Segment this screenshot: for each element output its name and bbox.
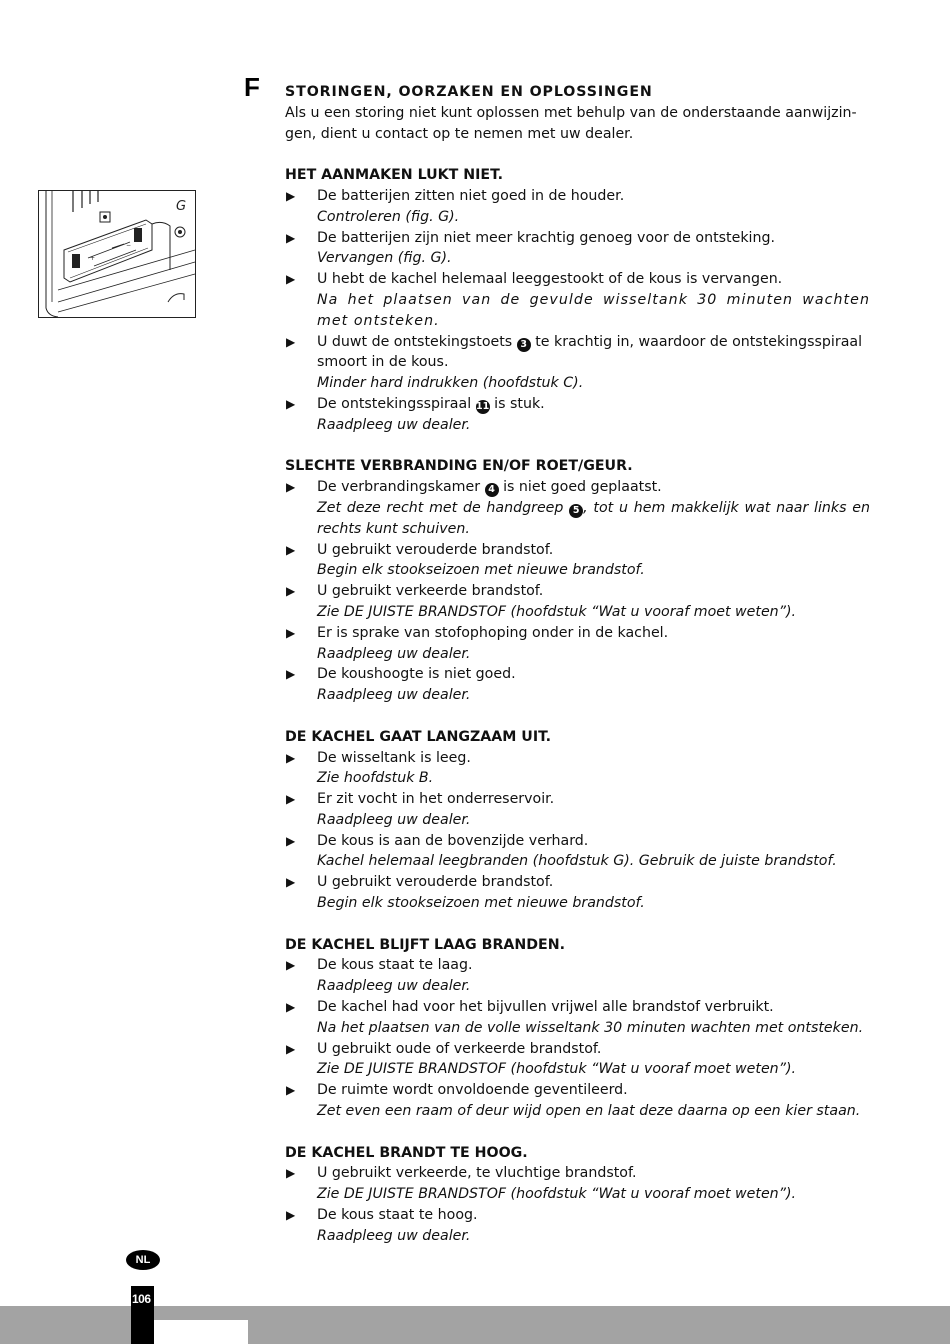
triangle-right-icon: ▶ [286, 875, 296, 890]
solution-text: Raadpleeg uw dealer. [317, 645, 471, 662]
triangle-right-icon: ▶ [286, 396, 296, 411]
cause-item [285, 664, 870, 706]
problem-title: DE KACHEL BLIJFT LAAG BRANDEN. [285, 936, 565, 953]
triangle-right-icon: ▶ [286, 667, 296, 682]
cause-text: De wisseltank is leeg. [317, 749, 471, 766]
intro-text: Als u een storing niet kunt oplossen met behulp van de onderstaande aanwijzin-gen, dient u contact op te nemen met uw dealer. [285, 104, 857, 142]
cause-item [285, 186, 870, 228]
cause-text: U gebruikt verkeerde brandstof. [317, 583, 544, 600]
triangle-right-icon: ▶ [286, 1208, 296, 1223]
cause-item [285, 477, 870, 539]
cause-item [285, 623, 870, 665]
solution-text-part: Zet deze recht met de handgreep [317, 499, 564, 516]
problem-title: DE KACHEL GAAT LANGZAAM UIT. [285, 728, 552, 745]
solution-text: Raadpleeg uw dealer. [317, 416, 471, 433]
solution-text: Kachel helemaal leegbranden (hoofdstuk G). Gebruik de juiste brandstof. [317, 853, 837, 870]
cause-text [317, 334, 862, 371]
solution-text: Na het plaatsen van de volle wisseltank 30 minuten wachten met ontsteken. [317, 1019, 864, 1036]
cause-item [285, 1163, 870, 1205]
solution-text: Vervangen (fig. G). [317, 250, 452, 267]
cause-text: De kous staat te laag. [317, 957, 473, 974]
solution-text: Raadpleeg uw dealer. [317, 687, 471, 704]
cause-text: De ruimte wordt onvoldoende geventileerd. [317, 1082, 628, 1099]
svg-text:+: + [90, 255, 96, 262]
cause-text-part: De ontstekingsspiraal [317, 395, 472, 412]
cause-list [285, 748, 870, 914]
cause-item [285, 789, 870, 831]
problem-title: DE KACHEL BRANDT TE HOOG. [285, 1144, 528, 1161]
cause-text-part: te krachtig in, waardoor de ontstekingsspiraal smoort in de kous. [317, 333, 863, 371]
cause-item [285, 1080, 870, 1122]
problem-group [285, 935, 870, 1122]
cause-text: De koushoogte is niet goed. [317, 666, 516, 683]
triangle-right-icon: ▶ [286, 542, 296, 557]
cause-text: U gebruikt verouderde brandstof. [317, 541, 554, 558]
triangle-right-icon: ▶ [286, 792, 296, 807]
triangle-right-icon: ▶ [286, 1041, 296, 1056]
solution-text: Zie DE JUISTE BRANDSTOF (hoofdstuk “Wat u vooraf moet weten”). [317, 603, 797, 620]
cause-text: De batterijen zitten niet goed in de houder. [317, 187, 625, 204]
troubleshooting-groups [285, 165, 870, 1246]
page-number: 106 [132, 1292, 151, 1306]
language-badge: NL [126, 1250, 160, 1270]
cause-text: De batterijen zijn niet meer krachtig genoeg voor de ontsteking. [317, 229, 775, 246]
triangle-right-icon: ▶ [286, 1166, 296, 1181]
solution-text: Begin elk stookseizoen met nieuwe brandstof. [317, 895, 645, 912]
solution-text [317, 498, 870, 540]
problem-group [285, 1143, 870, 1247]
triangle-right-icon: ▶ [286, 750, 296, 765]
cause-item [285, 872, 870, 914]
cause-list [285, 477, 870, 706]
troubleshooting-content [285, 82, 870, 1247]
cause-item [285, 581, 870, 623]
solution-text: Raadpleeg uw dealer. [317, 811, 471, 828]
cause-item [285, 228, 870, 270]
solution-text: Controleren (fig. G). [317, 208, 460, 225]
triangle-right-icon: ▶ [286, 1083, 296, 1098]
cause-text [317, 396, 545, 412]
cause-text: De kous is aan de bovenzijde verhard. [317, 832, 589, 849]
cause-text-part: U duwt de ontstekingstoets [317, 333, 513, 350]
triangle-right-icon: ▶ [286, 334, 296, 349]
part-number-icon: 3 [517, 338, 531, 352]
cause-text: De kachel had voor het bijvullen vrijwel alle brandstof verbruikt. [317, 999, 774, 1016]
triangle-right-icon: ▶ [286, 625, 296, 640]
part-number-icon: 5 [569, 504, 583, 518]
battery-compartment-figure [38, 190, 196, 318]
solution-text: Raadpleeg uw dealer. [317, 978, 471, 995]
cause-item [285, 1039, 870, 1081]
cause-list [285, 955, 870, 1121]
cause-item [285, 269, 870, 331]
problem-title: SLECHTE VERBRANDING EN/OF ROET/GEUR. [285, 458, 633, 475]
problem-group [285, 165, 870, 435]
cause-item [285, 997, 870, 1039]
triangle-right-icon: ▶ [286, 480, 296, 495]
solution-text: Begin elk stookseizoen met nieuwe brandstof. [317, 562, 645, 579]
cause-text: De kous staat te hoog. [317, 1207, 478, 1224]
triangle-right-icon: ▶ [286, 584, 296, 599]
cause-item [285, 332, 870, 394]
problem-group [285, 456, 870, 706]
part-number-icon: 4 [485, 483, 499, 497]
cause-text: U gebruikt verkeerde, te vluchtige brandstof. [317, 1165, 637, 1182]
cause-text: Er zit vocht in het onderreservoir. [317, 791, 555, 808]
svg-text:−: − [126, 242, 132, 249]
triangle-right-icon: ▶ [286, 230, 296, 245]
triangle-right-icon: ▶ [286, 958, 296, 973]
solution-text: Na het plaatsen van de gevulde wisseltank 30 minuten wachten met ontsteken. [317, 291, 870, 329]
cause-text: U hebt de kachel helemaal leeggestookt of de kous is vervangen. [317, 271, 783, 288]
solution-text: Minder hard indrukken (hoofdstuk C). [317, 375, 584, 392]
solution-text: Zie DE JUISTE BRANDSTOF (hoofdstuk “Wat u vooraf moet weten”). [317, 1186, 797, 1203]
figure-label: G [176, 199, 187, 214]
footer-label-box [154, 1320, 248, 1344]
section-title: STORINGEN, OORZAKEN EN OPLOSSINGEN [285, 84, 653, 100]
solution-text: Zie DE JUISTE BRANDSTOF (hoofdstuk “Wat u vooraf moet weten”). [317, 1061, 797, 1078]
cause-item [285, 394, 870, 436]
solution-text: Raadpleeg uw dealer. [317, 1227, 471, 1244]
part-number-icon: 11 [476, 400, 490, 412]
triangle-right-icon: ▶ [286, 833, 296, 848]
cause-item [285, 831, 870, 873]
cause-item [285, 955, 870, 997]
cause-list [285, 186, 870, 436]
triangle-right-icon: ▶ [286, 1000, 296, 1015]
problem-group [285, 727, 870, 914]
page-tab [131, 1286, 154, 1344]
solution-text: Zet even een raam of deur wijd open en laat deze daarna op een kier staan. [317, 1103, 861, 1120]
cause-item [285, 748, 870, 790]
solution-text-part: , tot u hem makkelijk wat naar links en rechts kunt schuiven. [317, 499, 871, 537]
cause-text [317, 479, 662, 495]
cause-text: U gebruikt verouderde brandstof. [317, 874, 554, 891]
cause-list [285, 1163, 870, 1246]
cause-text-part: De verbrandingskamer [317, 479, 481, 496]
cause-text: U gebruikt oude of verkeerde brandstof. [317, 1040, 602, 1057]
triangle-right-icon: ▶ [286, 188, 296, 203]
cause-text-part: is niet goed geplaatst. [503, 479, 662, 496]
cause-text-part: is stuk. [494, 395, 545, 412]
problem-title: HET AANMAKEN LUKT NIET. [285, 167, 504, 184]
cause-item [285, 1205, 870, 1247]
triangle-right-icon: ▶ [286, 272, 296, 287]
section-letter: F [244, 72, 260, 102]
cause-item [285, 540, 870, 582]
cause-text: Er is sprake van stofophoping onder in de kachel. [317, 624, 669, 641]
solution-text: Zie hoofdstuk B. [317, 770, 434, 787]
